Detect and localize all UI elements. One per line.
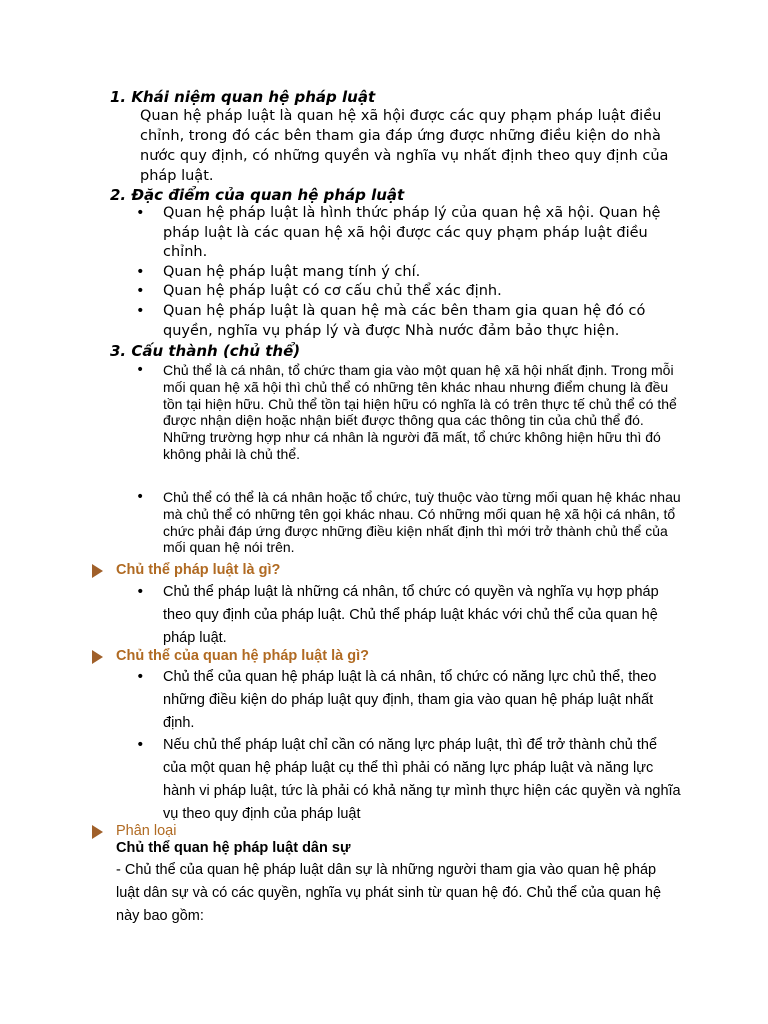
- classification-title: Phân loại: [116, 823, 177, 839]
- legal-subject-list: [136, 581, 681, 649]
- composition-list-2: [136, 489, 681, 556]
- bullet-icon: •: [136, 283, 145, 300]
- section-heading-composition: 3. Cấu thành (chủ thể): [110, 342, 301, 360]
- composition-list: [136, 362, 681, 463]
- features-list: [136, 204, 681, 341]
- list-item: • Quan hệ pháp luật là hình thức pháp lý của quan hệ xã hội. Quan hệ pháp luật là các quan hệ xã hội được các quy phạm pháp luật điều chỉnh.: [136, 205, 661, 261]
- list-item: • Nếu chủ thể pháp luật chỉ cần có năng lực pháp luật, thì để trở thành chủ thể của một quan hệ pháp luật cụ thể thì phải có năng lực pháp luật và năng lực hành vi pháp luật, tức là phải có khả năng tự mình thực hiện các quyền và nghĩa vụ theo quy định của pháp luật: [136, 734, 681, 825]
- question-title: Chủ thể pháp luật là gì?: [116, 562, 281, 578]
- list-item: • Quan hệ pháp luật có cơ cấu chủ thể xác định.: [136, 282, 681, 302]
- list-item: • Chủ thể của quan hệ pháp luật là cá nhân, tổ chức có năng lực chủ thể, theo những điều kiện do pháp luật quy định, tham gia vào quan hệ pháp luật nhất định.: [136, 666, 681, 734]
- list-item: • Chủ thể là cá nhân, tổ chức tham gia vào một quan hệ xã hội nhất định. Trong mỗi mối quan hệ xã hội thì chủ thể có những tên khác nhau nhưng điểm chung là đều tồn tại hiện hữu. Chủ thể tồn tại hiện hữu có nghĩa là có trên thực tế chủ thể có thể được nhận diện hoặc nhận biết được thông qua các thông tin của chủ thể đó. Những trường hợp như cá nhân là người đã mất, tổ chức không hiện hữu thì đó không phải là chủ thể.: [136, 362, 677, 462]
- bullet-icon: •: [136, 205, 145, 221]
- bullet-icon: •: [136, 263, 145, 280]
- classification-body: - Chủ thể của quan hệ pháp luật dân sự là những người tham gia vào quan hệ pháp luật dân sự và có các quyền, nghĩa vụ phát sinh từ quan hệ đó. Chủ thể của quan hệ này bao gồm:: [116, 862, 662, 924]
- relation-subject-list: [136, 666, 681, 826]
- bullet-icon: •: [136, 489, 145, 505]
- bullet-icon: •: [136, 584, 145, 600]
- question-title: Chủ thể của quan hệ pháp luật là gì?: [116, 648, 369, 664]
- bullet-icon: •: [136, 669, 145, 685]
- section-heading-features: 2. Đặc điểm của quan hệ pháp luật: [110, 186, 405, 204]
- section-heading-concept: 1. Khái niệm quan hệ pháp luật: [110, 88, 376, 106]
- list-item: • Chủ thể có thể là cá nhân hoặc tổ chức, tuỳ thuộc vào từng mối quan hệ khác nhau mà chủ thể có những tên gọi khác nhau. Có những mối quan hệ xã hội cá nhân, tổ chức phải đáp ứng được những điều kiện nhất định thì mới trở thành chủ thể của mối quan hệ nói trên.: [136, 489, 681, 556]
- bullet-icon: •: [136, 362, 145, 378]
- arrow-bullet-icon: [92, 564, 103, 578]
- bullet-icon: •: [136, 302, 145, 319]
- arrow-bullet-icon: [92, 650, 103, 664]
- section-concept-body: Quan hệ pháp luật là quan hệ xã hội được các quy phạm pháp luật điều chỉnh, trong đó các bên tham gia đáp ứng được những điều kiện do nhà nước quy định, có những quyền và nghĩa vụ nhất định theo quy định của pháp luật.: [140, 108, 669, 184]
- arrow-bullet-icon: [92, 825, 103, 839]
- classification-subheading: Chủ thể quan hệ pháp luật dân sự: [116, 840, 351, 856]
- list-item: • Quan hệ pháp luật mang tính ý chí.: [136, 263, 681, 283]
- bullet-icon: •: [136, 737, 145, 754]
- list-item: • Chủ thể pháp luật là những cá nhân, tổ chức có quyền và nghĩa vụ hợp pháp theo quy định của pháp luật. Chủ thể pháp luật khác với chủ thể của quan hệ pháp luật.: [136, 581, 681, 649]
- list-item: • Quan hệ pháp luật là quan hệ mà các bên tham gia quan hệ đó có quyền, nghĩa vụ pháp lý và được Nhà nước đảm bảo thực hiện.: [136, 302, 646, 339]
